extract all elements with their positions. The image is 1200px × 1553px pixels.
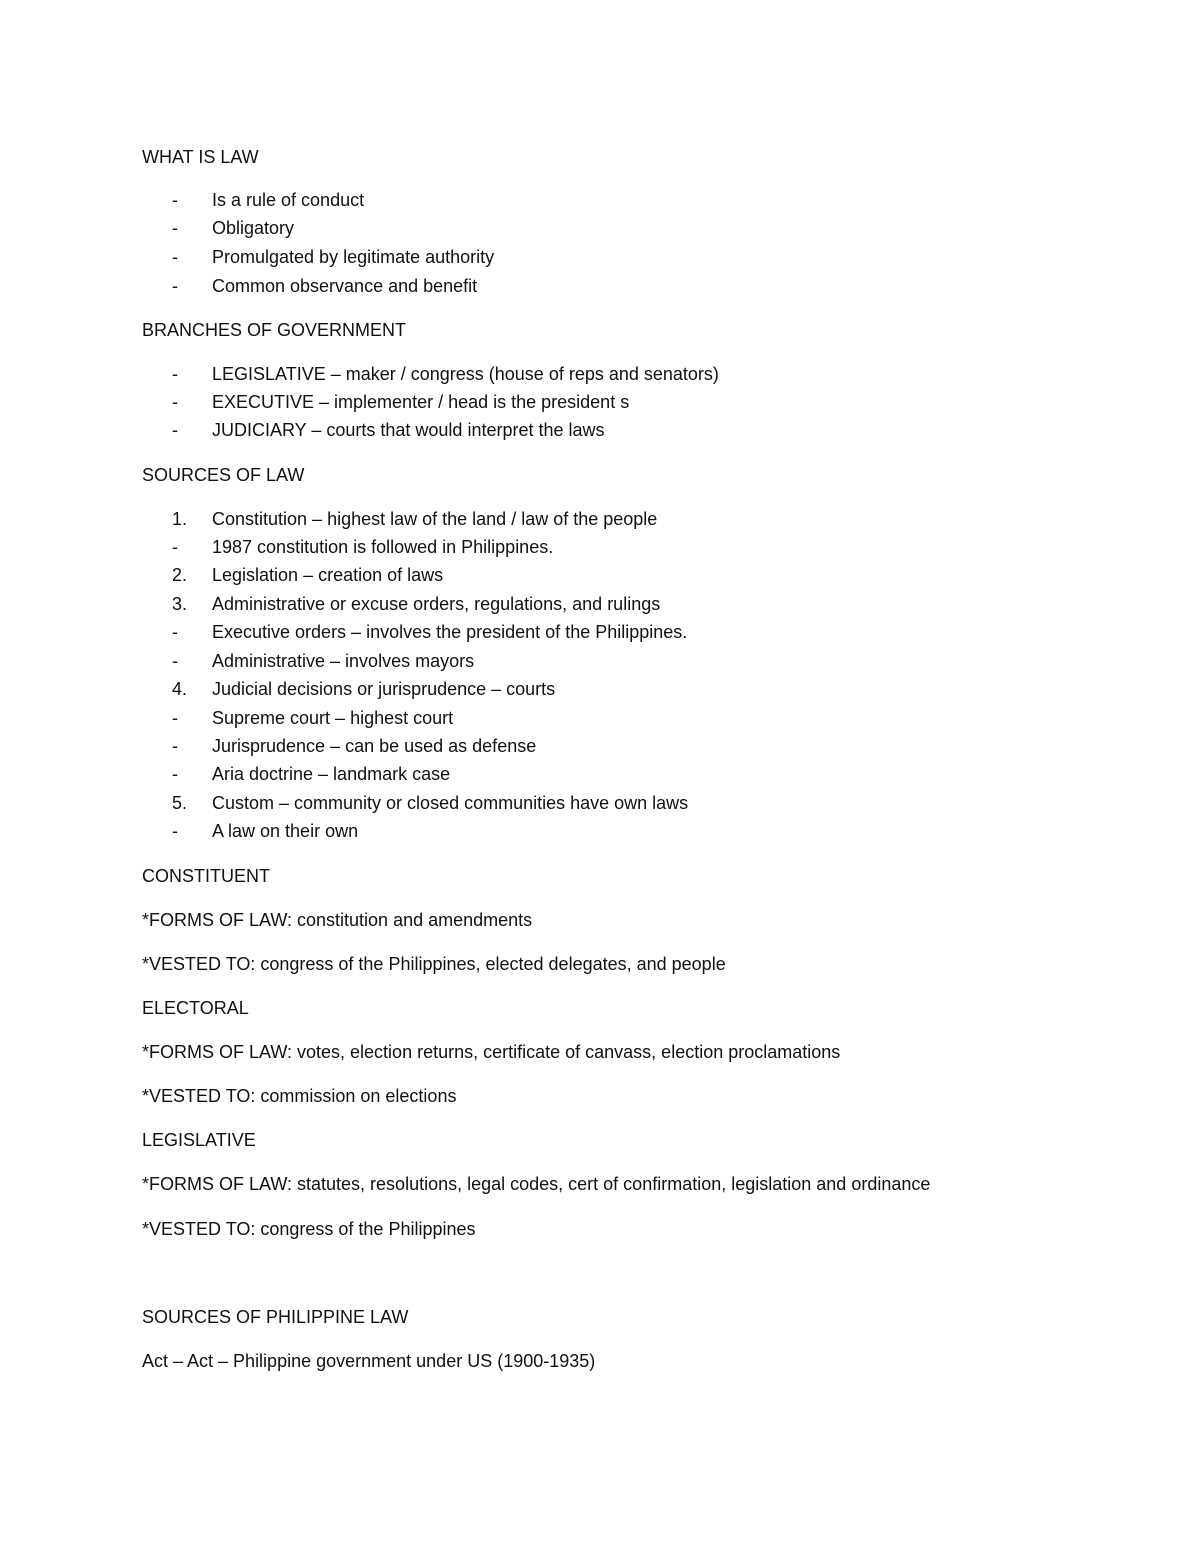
list-item: Executive orders – involves the president of the Philippines. [212, 622, 688, 642]
bullet-dash: - [172, 276, 178, 296]
bullet-dash: - [172, 190, 178, 210]
heading-constituent: CONSTITUENT [142, 866, 270, 886]
legislative-vested-to: *VESTED TO: congress of the Philippines [142, 1219, 476, 1239]
list-marker: - [172, 537, 178, 557]
list-item: 1987 constitution is followed in Philippines. [212, 537, 554, 557]
bullet-dash: - [172, 420, 178, 440]
list-item: Promulgated by legitimate authority [212, 247, 495, 267]
bullet-dash: - [172, 364, 178, 384]
legislative-forms-of-law: *FORMS OF LAW: statutes, resolutions, legal codes, cert of confirmation, legislation and ordinance [142, 1174, 931, 1194]
list-item: Administrative – involves mayors [212, 651, 475, 671]
list-item: Jurisprudence – can be used as defense [212, 736, 537, 756]
list-marker: 3. [172, 594, 188, 614]
list-item: Custom – community or closed communities have own laws [212, 793, 689, 813]
list-item: Supreme court – highest court [212, 708, 454, 728]
list-item: Common observance and benefit [212, 276, 478, 296]
list-item: A law on their own [212, 821, 359, 841]
constituent-vested-to: *VESTED TO: congress of the Philippines, elected delegates, and people [142, 954, 726, 974]
list-item: Administrative or excuse orders, regulations, and rulings [212, 594, 661, 614]
list-marker: 4. [172, 679, 188, 699]
list-marker: - [172, 736, 178, 756]
bullet-dash: - [172, 218, 178, 238]
list-item: EXECUTIVE – implementer / head is the president s [212, 392, 630, 412]
list-marker: 2. [172, 565, 188, 585]
heading-sources-of-law: SOURCES OF LAW [142, 465, 305, 485]
heading-sources-of-philippine-law: SOURCES OF PHILIPPINE LAW [142, 1307, 409, 1327]
list-marker: - [172, 821, 178, 841]
list-item: LEGISLATIVE – maker / congress (house of reps and senators) [212, 364, 719, 384]
list-item: Constitution – highest law of the land / law of the people [212, 509, 658, 529]
list-marker: - [172, 622, 178, 642]
list-marker: - [172, 764, 178, 784]
list-item: Obligatory [212, 218, 295, 238]
list-item: Legislation – creation of laws [212, 565, 444, 585]
list-marker: - [172, 651, 178, 671]
philippine-law-line: Act – Act – Philippine government under US (1900-1935) [142, 1351, 596, 1371]
list-item: JUDICIARY – courts that would interpret the laws [212, 420, 605, 440]
list-item: Judicial decisions or jurisprudence – courts [212, 679, 556, 699]
list-item: Is a rule of conduct [212, 190, 365, 210]
bullet-dash: - [172, 247, 178, 267]
list-marker: - [172, 708, 178, 728]
heading-electoral: ELECTORAL [142, 998, 249, 1018]
heading-branches-of-government: BRANCHES OF GOVERNMENT [142, 320, 407, 340]
electoral-forms-of-law: *FORMS OF LAW: votes, election returns, certificate of canvass, election proclamations [142, 1042, 841, 1062]
list-marker: 5. [172, 793, 188, 813]
heading-legislative: LEGISLATIVE [142, 1130, 256, 1150]
list-item: Aria doctrine – landmark case [212, 764, 451, 784]
electoral-vested-to: *VESTED TO: commission on elections [142, 1086, 457, 1106]
list-marker: 1. [172, 509, 188, 529]
bullet-dash: - [172, 392, 178, 412]
heading-what-is-law: WHAT IS LAW [142, 147, 259, 167]
constituent-forms-of-law: *FORMS OF LAW: constitution and amendments [142, 910, 533, 930]
